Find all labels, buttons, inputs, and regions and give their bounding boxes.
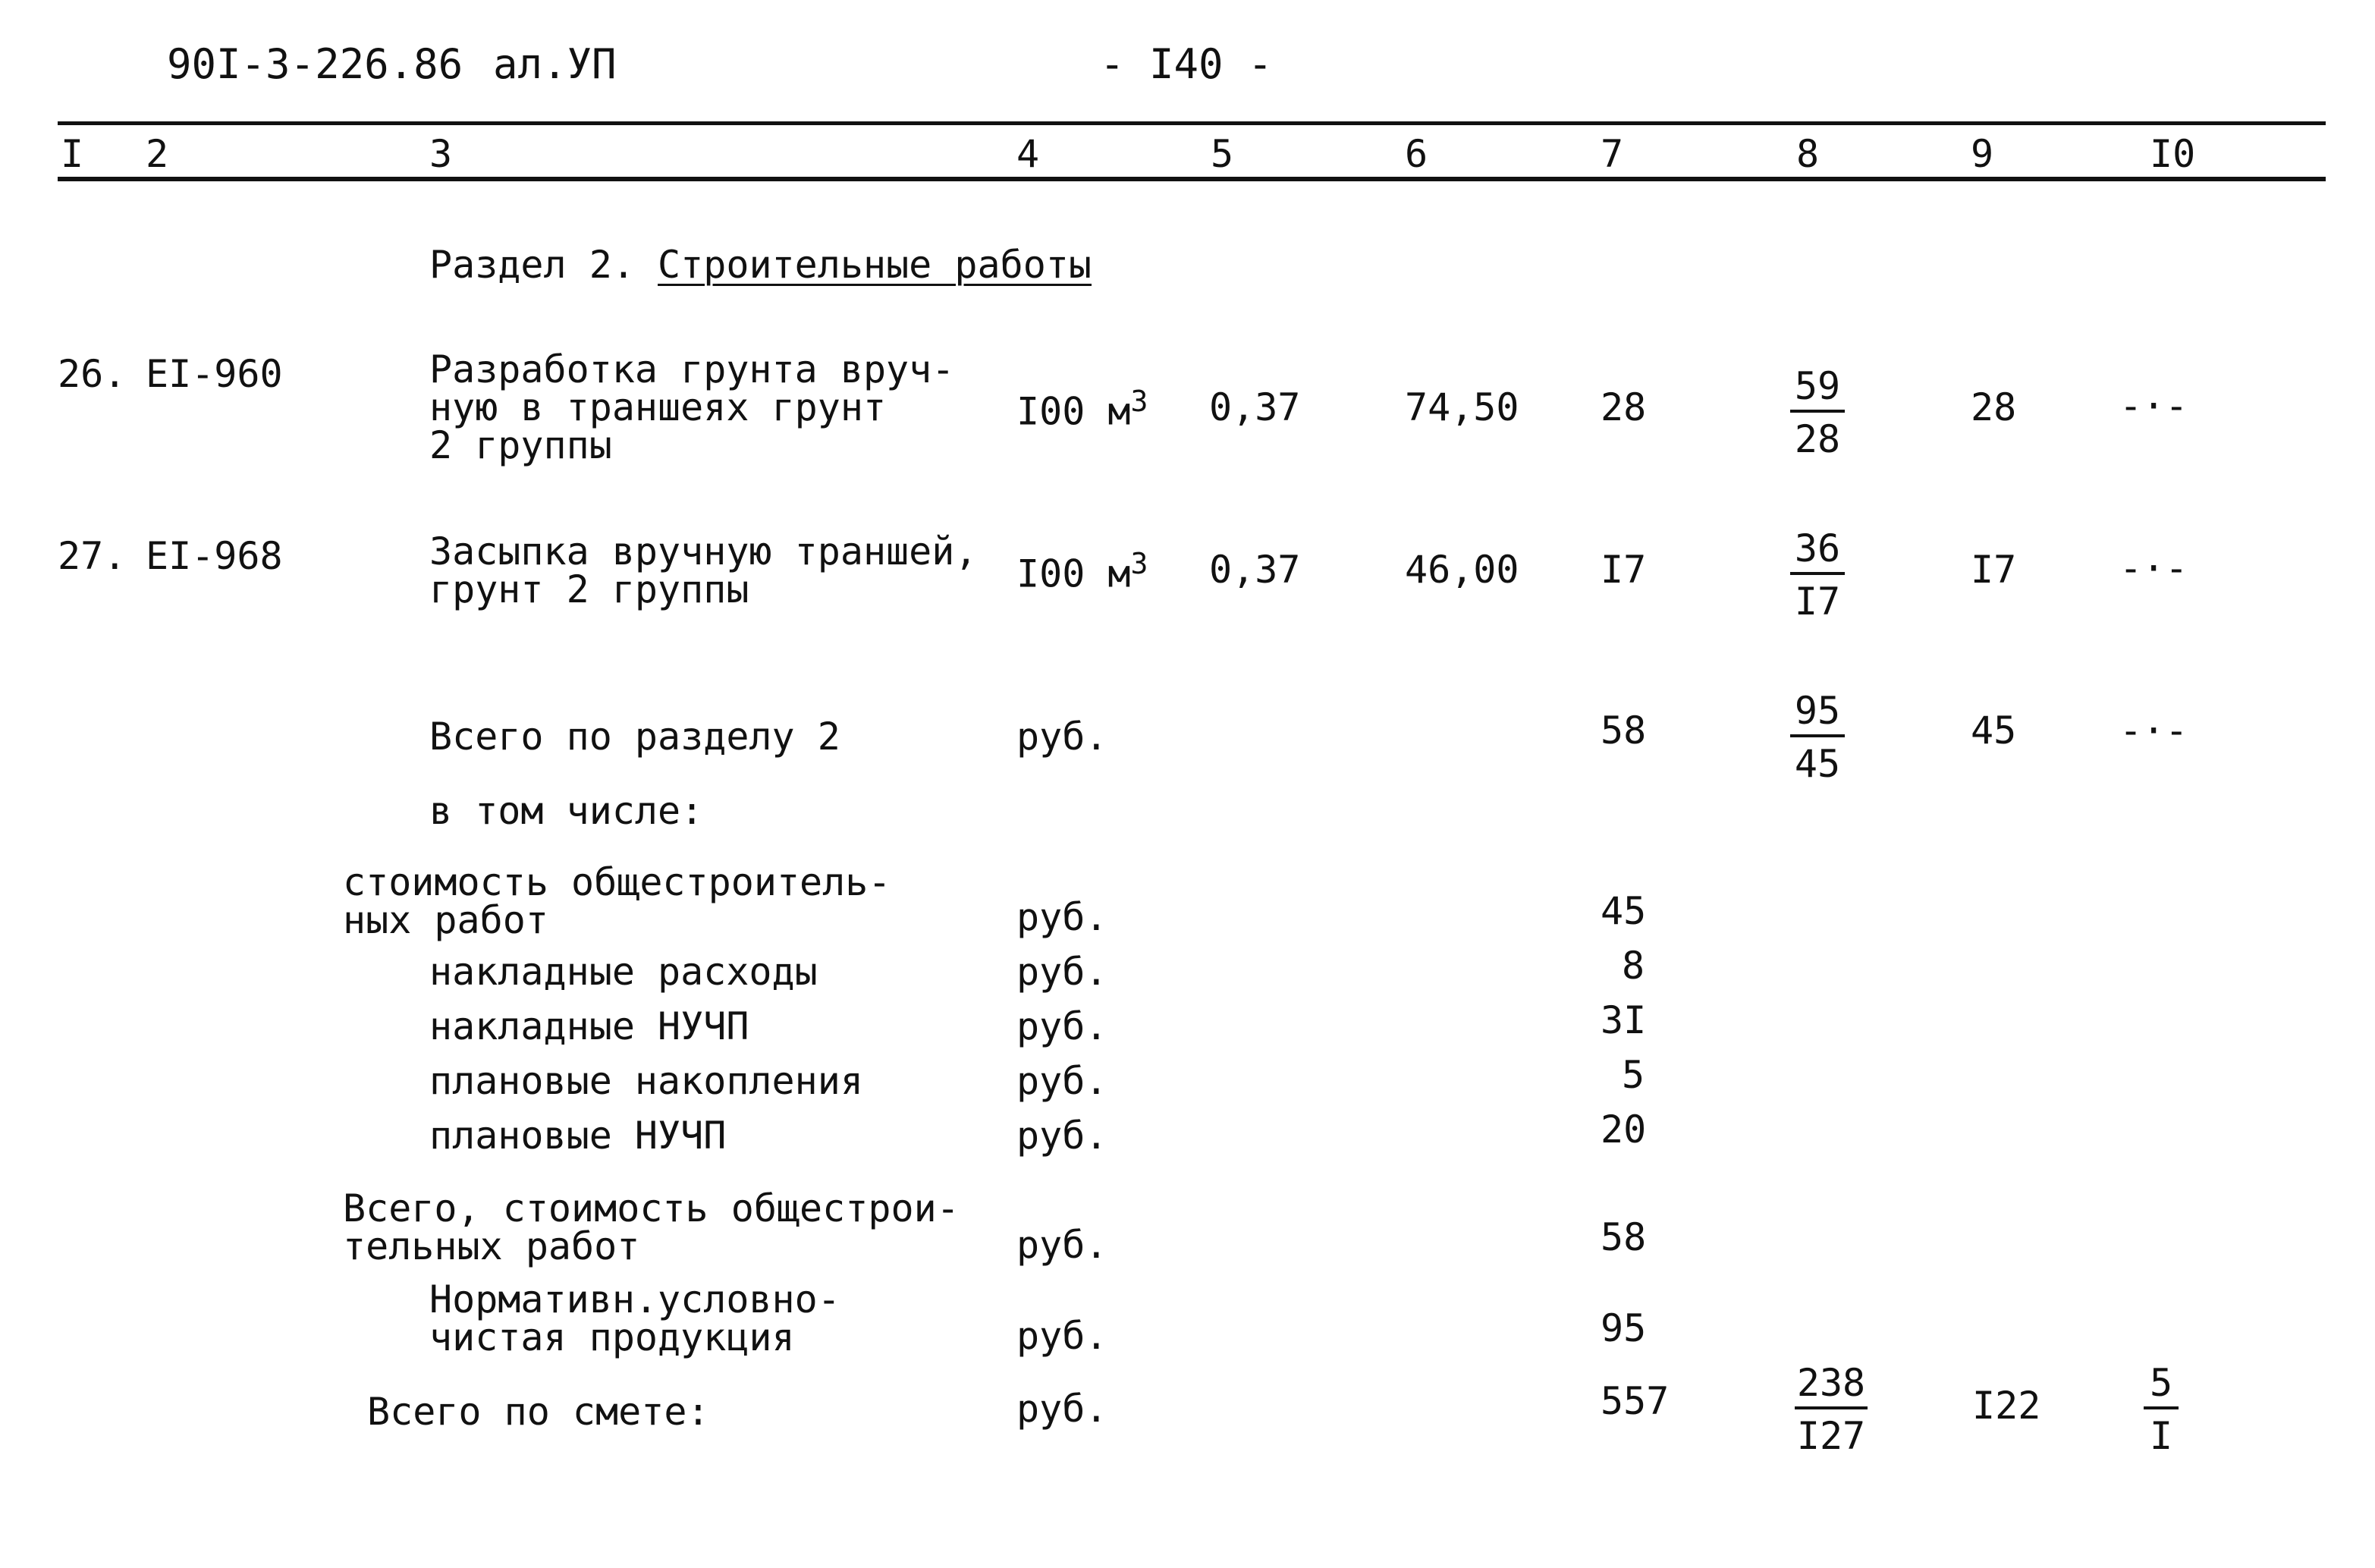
row-26-name: Разработка грунта вруч- ную в траншеях грунт 2 группы — [429, 347, 955, 467]
breakdown-planned-nuchp-unit: руб. — [1016, 1114, 1108, 1158]
album-label: ал.УП — [493, 40, 617, 88]
row-26-col9: 28 — [1971, 385, 2017, 429]
column-header-9: 9 — [1971, 132, 1994, 176]
breakdown-planned-savings-unit: руб. — [1016, 1059, 1108, 1103]
column-header-3: 3 — [429, 132, 453, 176]
estimate-total-label: Всего по смете: — [367, 1390, 710, 1434]
column-header-5: 5 — [1211, 132, 1234, 176]
row-26-code: EI-960 — [146, 352, 283, 396]
normative-label: Нормативн.условно- чистая продукция — [429, 1277, 840, 1359]
breakdown-overhead-value: 8 — [1622, 944, 1645, 988]
section-prefix: Раздел 2. — [429, 243, 635, 287]
breakdown-planned-savings-value: 5 — [1622, 1053, 1645, 1097]
estimate-total-col10-fraction: 5 I — [2144, 1364, 2179, 1455]
breakdown-overhead-label: накладные расходы — [429, 950, 818, 994]
row-26-col8-fraction: 59 28 — [1790, 367, 1845, 458]
column-header-2: 2 — [146, 132, 169, 176]
breakdown-planned-nuchp-value: 20 — [1601, 1108, 1647, 1152]
breakdown-overhead-unit: руб. — [1016, 950, 1108, 994]
column-header-10: I0 — [2150, 132, 2196, 176]
row-27-col9: I7 — [1971, 548, 2017, 592]
section-total-label: Всего по разделу 2 — [429, 715, 840, 759]
row-27-unit: I00 $м^3$ — [1016, 547, 1148, 596]
row-26-price: 74,50 — [1405, 385, 1519, 429]
including-label: в том числе: — [429, 789, 704, 833]
row-26-total: 28 — [1601, 385, 1647, 429]
column-header-4: 4 — [1016, 132, 1040, 176]
row-26-col10-dash: -·- — [2119, 384, 2188, 428]
table-top-rule — [58, 121, 2326, 125]
row-27-col10-dash: -·- — [2119, 546, 2188, 590]
row-27-total: I7 — [1601, 548, 1647, 592]
section-total-col9: 45 — [1971, 709, 2017, 753]
column-header-1: I — [61, 132, 84, 176]
column-header-6: 6 — [1405, 132, 1428, 176]
section-heading — [429, 243, 1092, 287]
row-27-col8-fraction: 36 I7 — [1790, 529, 1845, 621]
normative-unit: руб. — [1016, 1314, 1108, 1358]
normative-value: 95 — [1601, 1306, 1647, 1350]
estimate-total-unit: руб. — [1016, 1387, 1108, 1431]
column-header-8: 8 — [1796, 132, 1820, 176]
breakdown-overhead-nuchp-unit: руб. — [1016, 1004, 1108, 1048]
document-code: 90I-3-226.86 — [167, 40, 463, 88]
estimate-total-value: 557 — [1601, 1379, 1670, 1423]
breakdown-overhead-nuchp-label: накладные НУЧП — [429, 1004, 749, 1048]
row-26-unit: I00 $м^3$ — [1016, 385, 1148, 434]
section-total-value: 58 — [1601, 709, 1647, 753]
estimate-total-col8-fraction: 238 I27 — [1795, 1364, 1868, 1455]
breakdown-overhead-nuchp-value: 3I — [1601, 998, 1647, 1042]
row-27-code: EI-968 — [146, 534, 283, 578]
section-total-col8-fraction: 95 45 — [1790, 692, 1845, 783]
column-header-7: 7 — [1601, 132, 1624, 176]
row-26-quantity: 0,37 — [1209, 385, 1301, 429]
section-title: Строительные работы — [658, 243, 1092, 287]
row-27-quantity: 0,37 — [1209, 548, 1301, 592]
table-header-rule — [58, 177, 2326, 181]
row-27-price: 46,00 — [1405, 548, 1519, 592]
total-general-works-unit: руб. — [1016, 1223, 1108, 1267]
breakdown-general-works-unit: руб. — [1016, 895, 1108, 939]
row-27-name: Засыпка вручную траншей, грунт 2 группы — [429, 529, 978, 611]
total-general-works-label: Всего, стоимость общестрои- тельных работ — [343, 1186, 960, 1268]
breakdown-general-works-label: стоимость общестроитель- ных работ — [343, 860, 891, 942]
breakdown-planned-savings-label: плановые накопления — [429, 1059, 863, 1103]
estimate-total-col9: I22 — [1972, 1384, 2041, 1428]
breakdown-general-works-value: 45 — [1601, 889, 1647, 933]
total-general-works-value: 58 — [1601, 1215, 1647, 1259]
row-26-number: 26. — [58, 352, 127, 396]
breakdown-planned-nuchp-label: плановые НУЧП — [429, 1114, 727, 1158]
page-number: - I40 - — [1100, 40, 1273, 88]
section-total-col10-dash: -·- — [2119, 709, 2188, 753]
row-27-number: 27. — [58, 534, 127, 578]
section-total-unit: руб. — [1016, 715, 1108, 759]
